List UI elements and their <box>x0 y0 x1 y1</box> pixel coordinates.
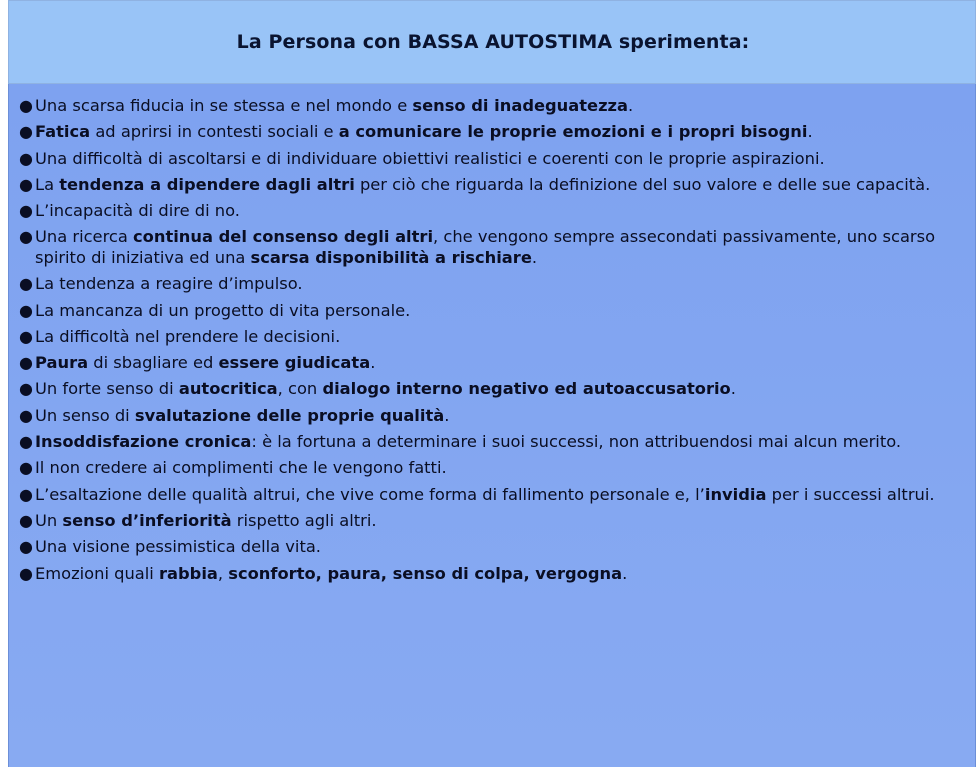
text: Una ricerca <box>35 227 134 247</box>
bullet-icon: ● <box>19 458 33 478</box>
bullet-icon: ● <box>19 510 33 530</box>
bold-text: svalutazione delle proprie qualità <box>134 405 445 425</box>
bullet-icon: ● <box>19 274 33 294</box>
text: di sbagliare ed <box>88 353 219 373</box>
text: L’esaltazione delle qualità altrui, che vive come forma di fallimento personale e, l’ <box>35 484 705 504</box>
list-item <box>18 175 973 196</box>
text: , con <box>277 379 323 399</box>
text: La <box>35 174 60 194</box>
list-item <box>18 537 973 558</box>
bullet-icon: ● <box>19 201 33 221</box>
bullet-icon: ● <box>19 432 33 452</box>
bullet-icon: ● <box>19 122 33 142</box>
text: La tendenza a reagire d’impulso. <box>35 274 303 294</box>
text: Una scarsa fiducia in se stessa e nel mondo e <box>35 96 413 115</box>
bold-text: sconforto, paura, senso di colpa, vergogna <box>228 563 623 583</box>
list-item <box>18 122 973 143</box>
bullet-icon: ● <box>19 326 33 346</box>
text: Una visione pessimistica della vita. <box>35 537 321 557</box>
bold-text: dialogo interno negativo ed autoaccusatorio <box>322 379 731 399</box>
bullet-icon: ● <box>19 148 33 168</box>
list-item <box>18 406 973 427</box>
list-item <box>18 511 973 532</box>
bold-text: Fatica <box>35 122 91 142</box>
bullet-icon: ● <box>19 405 33 425</box>
slide <box>8 0 976 767</box>
list-item <box>18 227 973 268</box>
bold-text: Paura <box>35 353 89 373</box>
text: , <box>217 563 229 583</box>
text: Una difficoltà di ascoltarsi e di individuare obiettivi realistici e coerenti con le proprie aspirazioni. <box>35 148 825 168</box>
list-item <box>18 201 973 222</box>
text: . <box>730 379 736 399</box>
list-item <box>18 327 973 348</box>
list-item <box>18 96 973 117</box>
bold-text: scarsa disponibilità a rischiare <box>250 247 532 267</box>
text: La mancanza di un progetto di vita personale. <box>35 300 411 320</box>
bullet-icon: ● <box>19 300 33 320</box>
list-item <box>18 274 973 295</box>
bullet-icon: ● <box>19 353 33 373</box>
text: . <box>370 353 376 373</box>
bullet-icon: ● <box>19 484 33 504</box>
text: , che vengono sempre assecondati passivamente, uno scarso spirito di iniziativa ed una <box>35 227 936 267</box>
bold-text: rabbia <box>159 563 218 583</box>
bold-text: continua del consenso degli altri <box>133 227 434 247</box>
text: ad aprirsi in contesti sociali e <box>90 122 339 142</box>
text: Un <box>35 510 63 530</box>
bullet-list <box>18 96 973 590</box>
bullet-icon: ● <box>19 563 33 583</box>
bold-text: essere giudicata <box>218 353 371 373</box>
title-bar <box>8 0 976 84</box>
bullet-icon: ● <box>19 379 33 399</box>
text: . <box>444 405 450 425</box>
text: rispetto agli altri. <box>231 510 377 530</box>
bold-text: invidia <box>704 484 767 504</box>
text: Il non credere ai complimenti che le vengono fatti. <box>35 458 447 478</box>
list-item <box>18 301 973 322</box>
text: L’incapacità di dire di no. <box>35 201 240 221</box>
text: Un forte senso di <box>35 379 179 399</box>
list-item <box>18 432 973 453</box>
list-item <box>18 149 973 170</box>
text: Un senso di <box>35 405 135 425</box>
bold-text: senso d’inferiorità <box>62 510 232 530</box>
text: : è la fortuna a determinare i suoi successi, non attribuendosi mai alcun merito. <box>251 432 902 452</box>
text: . <box>807 122 813 142</box>
text: La difficoltà nel prendere le decisioni. <box>35 326 341 346</box>
text: per i successi altrui. <box>766 484 935 504</box>
bold-text: senso di inadeguatezza <box>412 96 629 115</box>
list-item <box>18 564 973 585</box>
bullet-icon: ● <box>19 96 33 115</box>
bold-text: autocritica <box>178 379 278 399</box>
slide-title: La Persona con BASSA AUTOSTIMA sperimenta: <box>236 31 750 53</box>
text: . <box>622 563 628 583</box>
bullet-icon: ● <box>19 174 33 194</box>
list-item <box>18 353 973 374</box>
list-item <box>18 485 973 506</box>
bold-text: a comunicare le proprie emozioni e i propri bisogni <box>338 122 808 142</box>
text: . <box>628 96 634 115</box>
list-item <box>18 379 973 400</box>
text: Emozioni quali <box>35 563 160 583</box>
text: per ciò che riguarda la definizione del suo valore e delle sue capacità. <box>354 174 931 194</box>
bold-text: Insoddisfazione cronica <box>35 432 252 452</box>
bullet-icon: ● <box>19 227 33 247</box>
bullet-icon: ● <box>19 537 33 557</box>
content-panel <box>8 84 976 767</box>
bold-text: tendenza a dipendere dagli altri <box>59 174 355 194</box>
text: . <box>531 247 538 267</box>
list-item <box>18 458 973 479</box>
